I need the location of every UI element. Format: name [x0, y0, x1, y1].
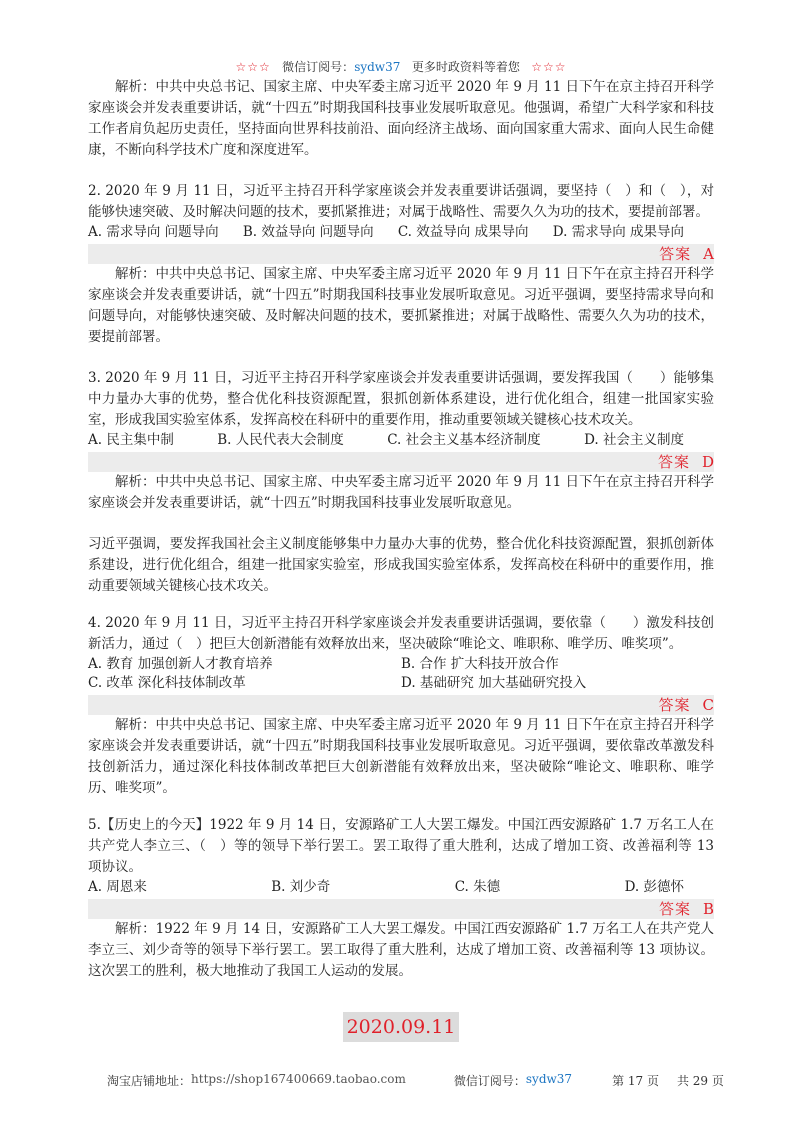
question-stem: 5.【历史上的今天】1922 年 9 月 14 日，安源路矿工人大罢工爆发。中国江西安源路矿 1.7 万名工人在共产党人李立三、（ ）等的领导下举行罢工。罢工取得了重大胜利，达成了增加工资、改善福利等 13 项协议。	[88, 817, 714, 875]
options	[88, 655, 714, 693]
wechat-id: sydw37	[354, 60, 401, 74]
answer-label: 答案	[658, 900, 691, 918]
answer-bar	[88, 899, 714, 919]
options	[88, 431, 714, 450]
option-b: B. 人民代表大会制度	[217, 432, 344, 448]
option-b: B. 刘少奇	[271, 879, 331, 895]
analysis-paragraph: 解析：中共中央总书记、国家主席、中央军委主席习近平 2020 年 9 月 11 日下午在京主持召开科学家座谈会并发表重要讲话，就“十四五”时期我国科技事业发展听取意见。他强调，希望广大科学家和科技工作者肩负起历史责任，坚持面向世界科技前沿、面向经济主战场、面向国家重大需求、面向人民生命健康，不断向科学技术广度和深度进军。	[88, 79, 714, 158]
answer-value: C	[702, 696, 714, 714]
option-a: A. 教育 加强创新人才教育培养	[88, 656, 273, 672]
option-b: B. 合作 扩大科技开放合作	[401, 656, 559, 672]
option-a: A. 民主集中制	[88, 432, 174, 448]
option-d: D. 社会主义制度	[584, 432, 684, 448]
option-d: D. 需求导向 成果导向	[552, 224, 684, 240]
page-number: 第 17 页	[612, 1074, 659, 1088]
answer-label: 答案	[658, 696, 691, 714]
question-stem: 2. 2020 年 9 月 11 日，习近平主持召开科学家座谈会并发表重要讲话强调，要坚持（ ）和（ ），对能够快速突破、及时解决问题的技术，要抓紧推进；对属于战略性、需要久久为功的技术，要提前部署。	[88, 183, 714, 220]
question-2	[88, 181, 714, 348]
question-stem: 4. 2020 年 9 月 11 日，习近平主持召开科学家座谈会并发表重要讲话强调，要依靠（ ）激发科技创新活力，通过（ ）把巨大创新潜能有效释放出来，坚决破除“唯论文、唯职称、唯学历、唯奖项”。	[88, 615, 714, 652]
shop-url[interactable]: https://shop167400669.taobao.com	[191, 1072, 406, 1086]
option-b: B. 效益导向 问题导向	[242, 224, 374, 240]
options	[88, 223, 714, 242]
footer-wechat-id: sydw37	[525, 1072, 573, 1086]
analysis-paragraph: 解析：中共中央总书记、国家主席、中央军委主席习近平 2020 年 9 月 11 日下午在京主持召开科学家座谈会并发表重要讲话，就“十四五”时期我国科技事业发展听取意见。	[88, 474, 714, 511]
page-header	[88, 57, 714, 77]
option-c: C. 社会主义基本经济制度	[387, 432, 541, 448]
slogan: 更多时政资料等着您	[411, 60, 520, 74]
stars-icon: ☆☆☆	[531, 60, 567, 74]
question-3	[88, 368, 714, 597]
answer-value: A	[703, 245, 714, 263]
answer-label: 答案	[657, 453, 690, 471]
option-c: C. 改革 深化科技体制改革	[88, 675, 246, 691]
option-c: C. 效益导向 成果导向	[397, 224, 529, 240]
option-a: A. 周恩来	[88, 879, 147, 895]
footer-wechat-label: 微信订阅号：	[453, 1074, 526, 1088]
option-a: A. 需求导向 问题导向	[88, 224, 219, 240]
page-total: 共 29 页	[676, 1074, 724, 1088]
analysis-paragraph: 解析：中共中央总书记、国家主席、中央军委主席习近平 2020 年 9 月 11 日下午在京主持召开科学家座谈会并发表重要讲话，就“十四五”时期我国科技事业发展听取意见。习近平强调，要坚持需求导向和问题导向，对能够快速突破、及时解决问题的技术，要抓紧推进；对属于战略性、需要久久为功的技术，要提前部署。	[88, 266, 714, 345]
answer-bar	[88, 244, 714, 264]
option-c: C. 朱德	[454, 879, 501, 895]
question-5	[88, 815, 714, 982]
option-d: D. 彭德怀	[624, 879, 684, 895]
date-stamp	[88, 1012, 714, 1042]
answer-value: D	[701, 453, 714, 471]
shop-label: 淘宝店铺地址：	[107, 1074, 192, 1088]
answer-value: B	[702, 900, 714, 918]
document-page	[88, 0, 724, 1109]
page-footer	[0, 1072, 724, 1109]
wechat-label: 微信订阅号：	[282, 60, 355, 74]
analysis-paragraph: 解析：中共中央总书记、国家主席、中央军委主席习近平 2020 年 9 月 11 日下午在京主持召开科学家座谈会并发表重要讲话，就“十四五”时期我国科技事业发展听取意见。习近平强调，要依靠改革激发科技创新活力，通过深化科技体制改革把巨大创新潜能有效释放出来，坚决破除“唯论文、唯职称、唯学历、唯奖项”。	[88, 717, 714, 796]
analysis-paragraph: 习近平强调，要发挥我国社会主义制度能够集中力量办大事的优势，整合优化科技资源配置，狠抓创新体系建设，进行优化组合，组建一批国家实验室，形成我国实验室体系，发挥高校在科研中的重要作用，推动重要领域关键核心技术攻关。	[88, 536, 714, 594]
answer-bar	[88, 695, 714, 715]
question-4	[88, 613, 714, 799]
analysis-paragraph: 解析：1922 年 9 月 14 日，安源路矿工人大罢工爆发。中国江西安源路矿 1.7 万名工人在共产党人李立三、刘少奇等的领导下举行罢工。罢工取得了重大胜利，达成了增加工资、改善福利等 13 项协议。这次罢工的胜利，极大地推动了我国工人运动的发展。	[88, 921, 714, 979]
stars-icon: ☆☆☆	[235, 60, 271, 74]
option-d: D. 基础研究 加大基础研究投入	[401, 675, 587, 691]
answer-label: 答案	[659, 245, 692, 263]
question-stem: 3. 2020 年 9 月 11 日，习近平主持召开科学家座谈会并发表重要讲话强调，要发挥我国（ ）能够集中力量办大事的优势，整合优化科技资源配置，狠抓创新体系建设，进行优化组合，组建一批国家实验室，形成我国实验室体系，发挥高校在科研中的重要作用，推动重要领域关键核心技术攻关。	[88, 370, 714, 428]
options	[88, 878, 714, 897]
answer-bar	[88, 452, 714, 472]
date-text: 2020.09.11	[343, 1012, 460, 1042]
